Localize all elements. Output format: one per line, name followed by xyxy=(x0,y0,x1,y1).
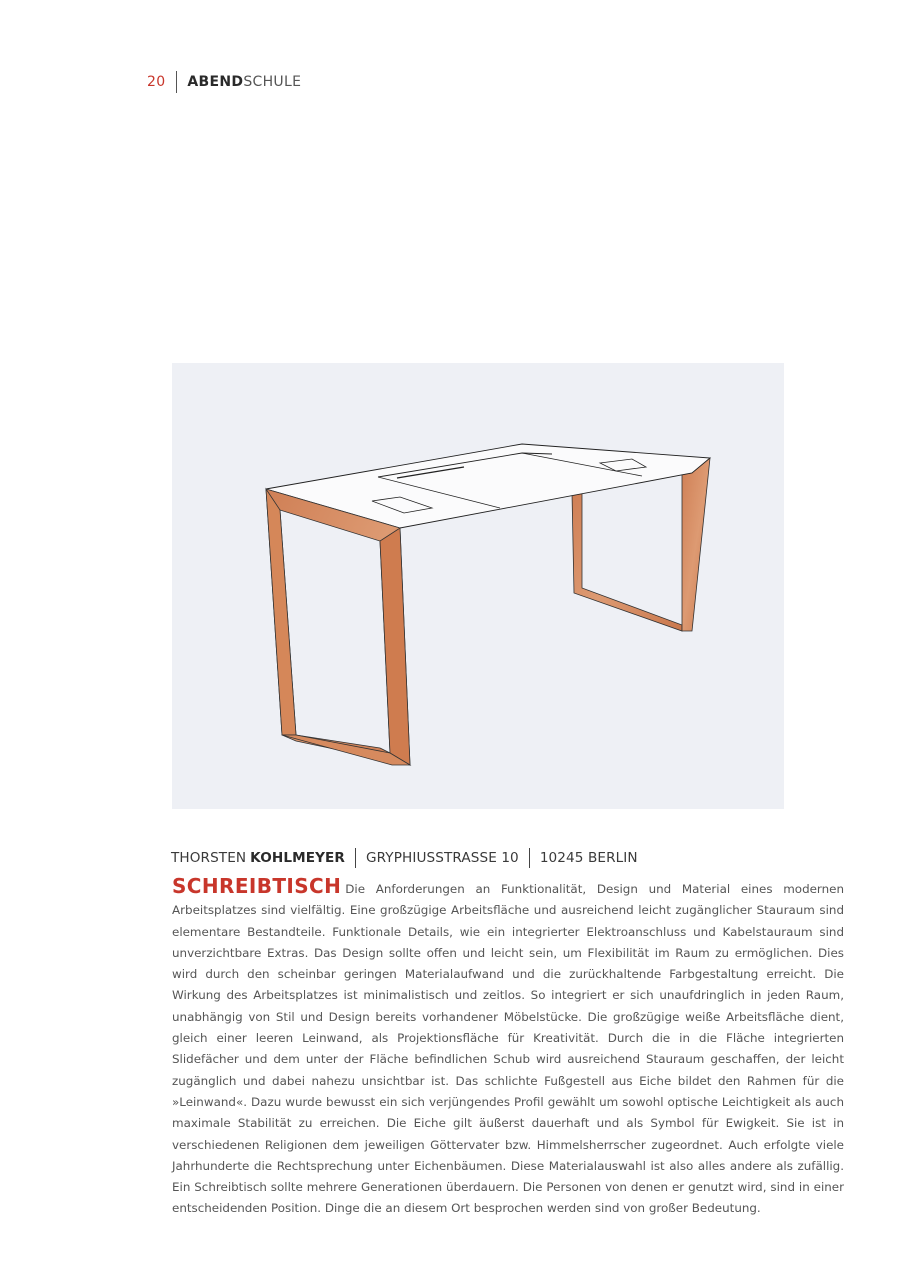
caption-divider xyxy=(355,848,356,868)
running-header xyxy=(147,71,301,93)
designer-caption xyxy=(171,848,638,868)
designer-last-name: KOHLMEYER xyxy=(250,850,345,866)
caption-divider xyxy=(529,848,530,868)
page-number: 20 xyxy=(147,74,166,90)
article-text xyxy=(172,876,844,1220)
header-divider xyxy=(176,71,177,93)
desk-sketch-image xyxy=(172,363,784,809)
running-title-bold: ABEND xyxy=(187,74,244,90)
article-headline: SCHREIBTISCH xyxy=(172,874,342,898)
designer-first-name: THORSTEN xyxy=(171,850,247,866)
front-leg-frame xyxy=(266,489,410,765)
desk-illustration xyxy=(172,363,784,809)
designer-city: 10245 BERLIN xyxy=(539,850,638,866)
article-body: Die Anforderungen an Funktionalität, Design und Material eines modernen Arbeitsplatzes sind vielfältig. Eine großzügige Arbeitsfläche und ausreichend leicht zugänglicher Stauraum sind elementare Bestandteile. Funktionale Details, wie ein integrierter Elektroanschluss und Kabelstauraum sind unverzichtbare Extras. Das Design sollte offen und leicht sein, um Flexibilität im Raum zu ermöglichen. Dies wird durch den scheinbar geringen Materialaufwand und die zurückhaltende Farbgestaltung erreicht. Die Wirkung des Arbeitsplatzes ist minimalistisch und zeitlos. So integriert er sich unaufdringlich in jeden Raum, unabhängig von Stil und Design bereits vorhandener Möbelstücke. Die großzügige weiße Arbeitsfläche dient, gleich einer leeren Leinwand, als Projektionsfläche für Kreativität. Durch die in die Fläche integrierten Slidefächer und dem unter der Fläche befindlichen Schub wird ausreichend Stauraum geschaffen, der leicht zugänglich und dabei nahezu unsichtbar ist. Das schlichte Fußgestell aus Eiche bildet den Rahmen für die »Leinwand«. Dazu wurde bewusst ein sich verjüngendes Profil gewählt um sowohl optische Leichtigkeit als auch maximale Stabilität zu erreichen. Die Eiche gilt äußerst dauerhaft und als Symbol für Ewigkeit. Sie ist in verschiedenen Religionen dem jeweiligen Göttervater bzw. Himmelsherrscher zugeordnet. Auch erfolgte viele Jahrhunderte die Rechtsprechung unter Eichenbäumen. Diese Materialauswahl ist also alles andere als zufällig. Ein Schreibtisch sollte mehrere Generationen überdauern. Die Personen von denen er genutzt wird, sind in einer entscheidenden Position. Dinge die an diesem Ort besprochen werden sind von großer Bedeutung. xyxy=(172,882,844,1216)
designer-street: GRYPHIUSSTRASSE 10 xyxy=(366,850,519,866)
running-title-light: SCHULE xyxy=(243,74,302,90)
